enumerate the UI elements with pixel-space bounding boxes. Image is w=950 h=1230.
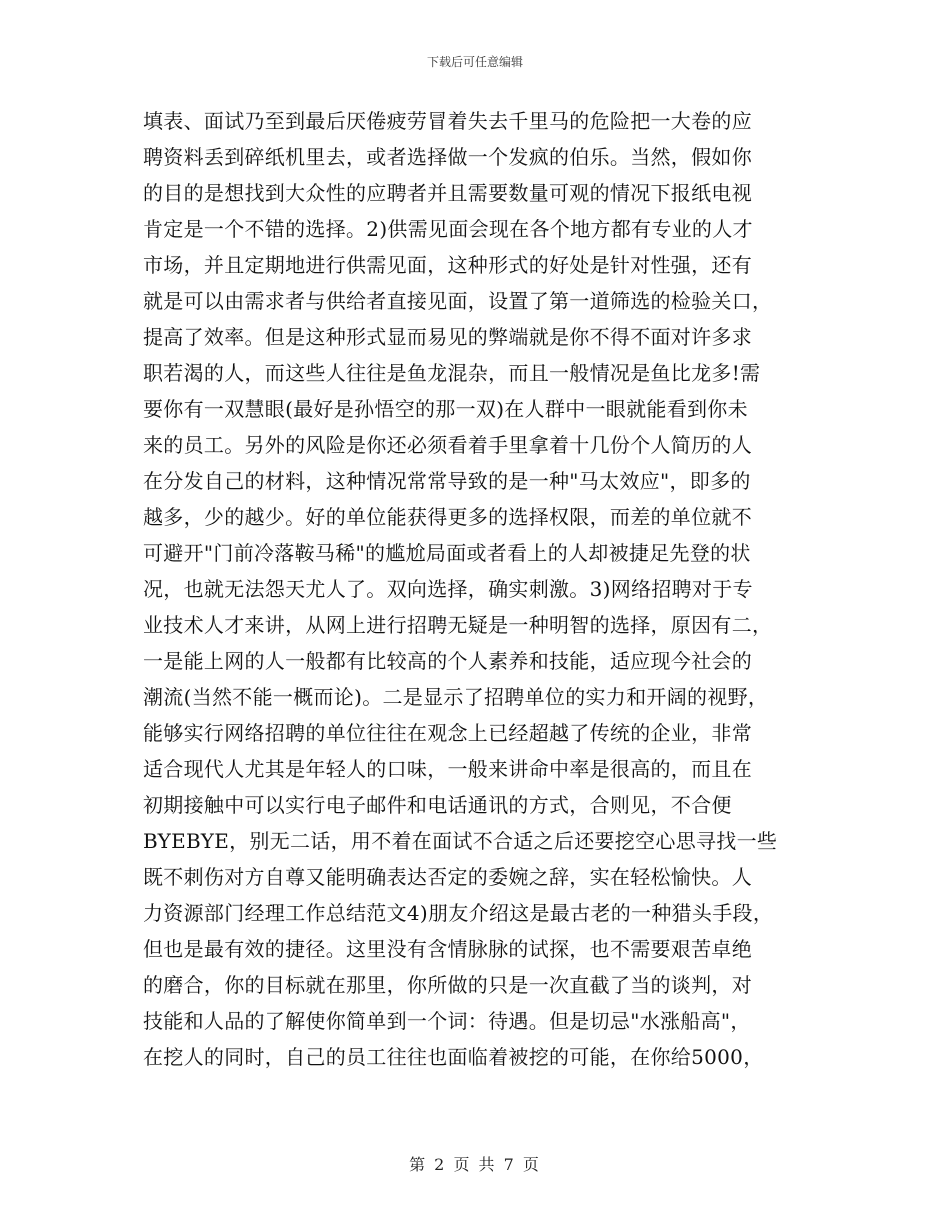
text-line: 提高了效率。但是这种形式显而易见的弊端就是你不得不面对许多求 bbox=[143, 325, 752, 349]
text-line: 初期接触中可以实行电子邮件和电话通讯的方式，合则见，不合便 bbox=[143, 793, 732, 817]
text-line: 职若渴的人，而这些人往往是鱼龙混杂，而且一般情况是鱼比龙多!需 bbox=[143, 361, 761, 385]
text-line: 要你有一双慧眼(最好是孙悟空的那一双)在人群中一眼就能看到你未 bbox=[143, 397, 748, 421]
text-line: 在挖人的同时，自己的员工往往也面临着被挖的可能，在你给5000， bbox=[143, 1045, 764, 1069]
text-line: 肯定是一个不错的选择。2)供需见面会现在各个地方都有专业的人才 bbox=[143, 217, 753, 241]
page-number-footer: 第 2 页 共 7 页 bbox=[409, 1155, 541, 1174]
text-line: 越多，少的越少。好的单位能获得更多的选择权限，而差的单位就不 bbox=[143, 505, 752, 529]
text-line: 潮流(当然不能一概而论)。二是显示了招聘单位的实力和开阔的视野， bbox=[143, 685, 769, 709]
text-line: 在分发自己的材料，这种情况常常导致的是一种"马太效应"，即多的 bbox=[143, 469, 751, 493]
text-line: 力资源部门经理工作总结范文4)朋友介绍这是最古老的一种猎头手段， bbox=[143, 901, 774, 925]
text-line: 的目的是想找到大众性的应聘者并且需要数量可观的情况下报纸电视 bbox=[143, 181, 752, 205]
text-line: 况，也就无法怨天尤人了。双向选择，确实刺激。3)网络招聘对于专 bbox=[143, 577, 753, 601]
text-line: 来的员工。另外的风险是你还必须看着手里拿着十几份个人简历的人 bbox=[143, 433, 752, 457]
text-line: 就是可以由需求者与供给者直接见面，设置了第一道筛选的检验关口， bbox=[143, 289, 773, 313]
text-line: 一是能上网的人一般都有比较高的个人素养和技能，适应现今社会的 bbox=[143, 649, 752, 673]
text-line: 适合现代人尤其是年轻人的口味，一般来讲命中率是很高的，而且在 bbox=[143, 757, 752, 781]
body-text bbox=[143, 103, 813, 1075]
text-line: 能够实行网络招聘的单位往往在观念上已经超越了传统的企业，非常 bbox=[143, 721, 752, 745]
text-line: 但也是最有效的捷径。这里没有含情脉脉的试探，也不需要艰苦卓绝 bbox=[143, 937, 752, 961]
text-line: 既不刺伤对方自尊又能明确表达否定的委婉之辞，实在轻松愉快。人 bbox=[143, 865, 752, 889]
text-line: 填表、面试乃至到最后厌倦疲劳冒着失去千里马的危险把一大卷的应 bbox=[143, 109, 752, 133]
text-line: 聘资料丢到碎纸机里去，或者选择做一个发疯的伯乐。当然，假如你 bbox=[143, 145, 752, 169]
text-line: 技能和人品的了解使你简单到一个词：待遇。但是切忌"水涨船高"， bbox=[143, 1009, 751, 1033]
text-line: 的磨合，你的目标就在那里，你所做的只是一次直截了当的谈判，对 bbox=[143, 973, 752, 997]
text-line: 业技术人才来讲，从网上进行招聘无疑是一种明智的选择，原因有二， bbox=[143, 613, 773, 637]
page-header: 下载后可任意编辑 bbox=[426, 55, 523, 69]
text-line: 可避开"门前冷落鞍马稀"的尴尬局面或者看上的人却被捷足先登的状 bbox=[143, 541, 751, 565]
text-line: BYEBYE，别无二话，用不着在面试不合适之后还要挖空心思寻找一些 bbox=[143, 829, 778, 853]
text-line: 市场，并且定期地进行供需见面，这种形式的好处是针对性强，还有 bbox=[143, 253, 752, 277]
